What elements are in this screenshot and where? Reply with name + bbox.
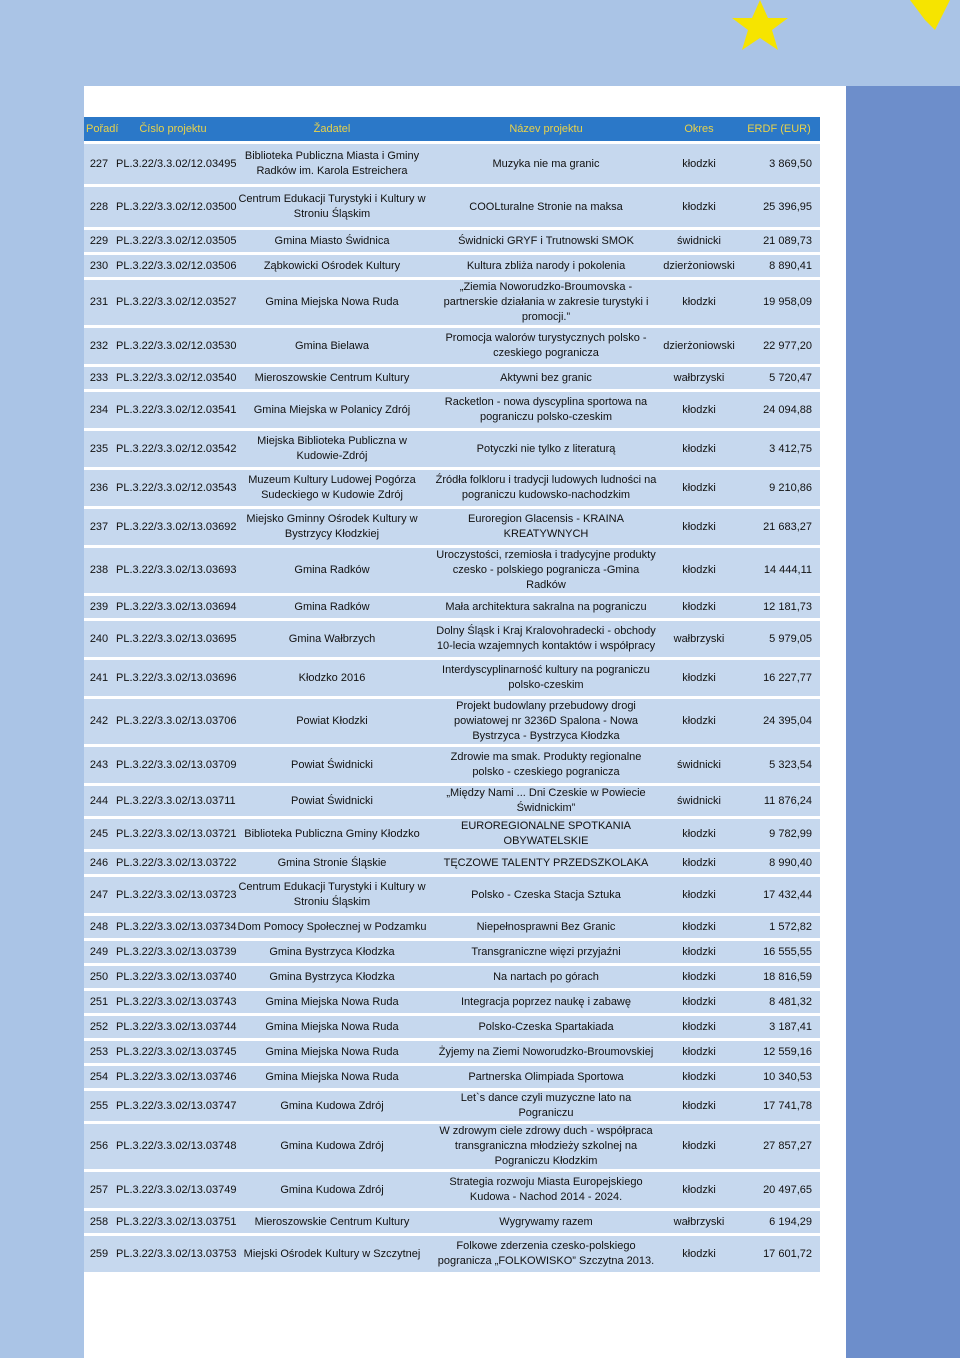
row-number: 245 (89, 827, 109, 840)
project-code: PL.3.22/3.3.02/13.03711 (116, 794, 236, 807)
row-number: 248 (89, 920, 109, 933)
table-row (84, 621, 820, 657)
row-number: 251 (89, 995, 109, 1008)
district: kłodzki (682, 1247, 716, 1260)
project-code: PL.3.22/3.3.02/13.03748 (116, 1140, 237, 1152)
project-code: PL.3.22/3.3.02/13.03694 (116, 600, 237, 613)
project-code: PL.3.22/3.3.02/12.03540 (116, 371, 237, 384)
project-code: PL.3.22/3.3.02/13.03692 (116, 520, 237, 533)
amount: 18 816,59 (763, 970, 812, 983)
project-name: Let`s dance czyli muzyczne lato na Pograniczu (460, 1092, 632, 1119)
amount: 12 181,73 (763, 600, 812, 613)
header-okres: Okres (684, 123, 714, 135)
amount: 25 396,95 (763, 200, 812, 213)
applicant: Gmina Radków (294, 600, 370, 613)
amount: 19 958,09 (763, 296, 812, 308)
table-row (84, 1172, 820, 1208)
district: kłodzki (682, 564, 716, 576)
row-number: 230 (89, 259, 109, 272)
district: kłodzki (682, 157, 716, 170)
row-number: 243 (89, 758, 109, 771)
project-name: COOLturalne Stronie na maksa (469, 200, 623, 213)
project-code: PL.3.22/3.3.02/13.03722 (116, 856, 237, 869)
project-name: Euroregion Glacensis - KRAINA KREATYWNYCH (468, 513, 624, 540)
project-name: Polsko-Czeska Spartakiada (478, 1020, 614, 1033)
header-nazev: Název projektu (509, 123, 583, 135)
project-code: PL.3.22/3.3.02/13.03744 (116, 1020, 237, 1033)
row-number: 246 (89, 856, 109, 869)
table-row (84, 819, 820, 849)
district: wałbrzyski (673, 632, 725, 645)
row-number: 233 (89, 371, 109, 384)
row-number: 242 (89, 715, 109, 727)
applicant: Gmina Miejska Nowa Ruda (265, 1070, 399, 1083)
row-number: 227 (89, 157, 109, 170)
district: kłodzki (682, 920, 716, 933)
project-code: PL.3.22/3.3.02/13.03753 (116, 1247, 237, 1260)
row-number: 238 (89, 564, 109, 576)
table-row (84, 280, 820, 325)
table-row (84, 877, 820, 913)
side-stripe (846, 86, 960, 1358)
table-row (84, 991, 820, 1013)
project-name: Kultura zbliża narody i pokolenia (466, 259, 626, 272)
table-row (84, 255, 820, 277)
project-code: PL.3.22/3.3.02/13.03695 (116, 632, 237, 645)
district: wałbrzyski (673, 371, 725, 384)
row-number: 250 (89, 970, 109, 983)
applicant: Kłodzko 2016 (298, 671, 366, 684)
table-row (84, 144, 820, 184)
header-poradi: Pořadí (86, 123, 119, 135)
project-name: Niepełnosprawni Bez Granic (476, 920, 616, 933)
applicant: Gmina Kudowa Zdrój (280, 1099, 384, 1112)
table-row (84, 509, 820, 545)
project-code: PL.3.22/3.3.02/12.03530 (116, 339, 237, 352)
district: kłodzki (682, 481, 716, 494)
star-icon (732, 0, 788, 50)
project-name: Uroczystości, rzemiosła i tradycyjne produkty czesko - polskiego pogranicza -Gmina Radków (436, 549, 656, 591)
district: kłodzki (682, 1140, 716, 1152)
row-number: 236 (89, 481, 109, 494)
district: świdnicki (676, 234, 721, 247)
project-name: Strategia rozwoju Miasta Europejskiego Kudowa - Nachod 2014 - 2024. (449, 1176, 643, 1203)
table-row (84, 660, 820, 696)
applicant: Gmina Miejska Nowa Ruda (265, 296, 399, 308)
amount: 14 444,11 (763, 564, 812, 576)
project-name: Projekt budowlany przebudowy drogi powiatowej nr 3236D Spalona - Nowa Bystrzyca - Bystrzyca Kłodzka (453, 700, 639, 742)
row-number: 247 (89, 888, 109, 901)
row-number: 240 (89, 632, 109, 645)
applicant: Miejska Biblioteka Publiczna w Kudowie-Zdrój (257, 435, 407, 462)
table-row (84, 596, 820, 618)
project-name: EUROREGIONALNE SPOTKANIA OBYWATELSKIE (461, 820, 631, 847)
district: świdnicki (676, 794, 721, 807)
applicant: Gmina Bystrzyca Kłodzka (269, 945, 395, 958)
district: kłodzki (682, 403, 716, 416)
project-code: PL.3.22/3.3.02/13.03696 (116, 671, 237, 684)
table-row (84, 941, 820, 963)
project-name: Folkowe zderzenia czesko-polskiego pogranicza „FOLKOWISKO” Szczytna 2013. (437, 1240, 655, 1267)
project-code: PL.3.22/3.3.02/12.03500 (116, 200, 237, 213)
district: kłodzki (682, 296, 716, 308)
table-row (84, 548, 820, 593)
applicant: Gmina Miejska w Polanicy Zdrój (253, 403, 411, 416)
project-name: Zdrowie ma smak. Produkty regionalne polsko - czeskiego pogranicza (450, 751, 642, 778)
row-number: 244 (89, 794, 109, 807)
applicant: Gmina Stronie Śląskie (277, 856, 387, 869)
project-name: Potyczki nie tylko z literaturą (476, 442, 616, 455)
amount: 22 977,20 (763, 339, 812, 352)
table-row (84, 747, 820, 783)
table-row (84, 1066, 820, 1088)
project-name: „Między Nami ... Dni Czeskie w Powiecie Świdnickim” (446, 787, 646, 814)
amount: 12 559,16 (763, 1045, 812, 1058)
applicant: Mieroszowskie Centrum Kultury (254, 371, 410, 384)
district: wałbrzyski (673, 1215, 725, 1228)
row-number: 235 (89, 442, 109, 455)
district: kłodzki (682, 600, 716, 613)
project-code: PL.3.22/3.3.02/13.03723 (116, 888, 237, 901)
project-name: Aktywni bez granic (500, 371, 592, 384)
table-header-row (84, 117, 820, 141)
project-name: Wygrywamy razem (499, 1215, 593, 1228)
applicant: Powiat Świdnicki (291, 758, 373, 771)
amount: 5 979,05 (769, 632, 812, 645)
district: kłodzki (682, 200, 716, 213)
row-number: 229 (89, 234, 109, 247)
applicant: Miejski Ośrodek Kultury w Szczytnej (243, 1247, 421, 1260)
table-row (84, 852, 820, 874)
project-code: PL.3.22/3.3.02/13.03746 (116, 1070, 237, 1083)
header-cislo: Číslo projektu (139, 123, 207, 135)
project-name: Promocja walorów turystycznych polsko - czeskiego pogranicza (445, 332, 647, 359)
row-number: 232 (89, 339, 109, 352)
amount: 3 187,41 (769, 1020, 812, 1033)
applicant: Gmina Miejska Nowa Ruda (265, 1045, 399, 1058)
project-code: PL.3.22/3.3.02/13.03747 (116, 1099, 237, 1112)
project-code: PL.3.22/3.3.02/13.03721 (116, 827, 237, 840)
amount: 8 481,32 (769, 995, 812, 1008)
district: kłodzki (682, 671, 716, 684)
table-row (84, 367, 820, 389)
table-row (84, 1211, 820, 1233)
applicant: Gmina Kudowa Zdrój (280, 1140, 384, 1152)
district: dzierżoniowski (663, 259, 735, 272)
district: dzierżoniowski (663, 339, 735, 352)
applicant: Gmina Miejska Nowa Ruda (265, 995, 399, 1008)
amount: 24 395,04 (763, 715, 812, 727)
amount: 5 720,47 (769, 371, 812, 384)
project-name: Dolny Śląsk i Kraj Kralovohradecki - obchody 10-lecia wzajemnych kontaktów i współpracy (436, 625, 656, 652)
table-row (84, 392, 820, 428)
project-code: PL.3.22/3.3.02/13.03706 (116, 715, 237, 727)
star-icon (910, 0, 950, 30)
project-code: PL.3.22/3.3.02/13.03739 (116, 945, 237, 958)
row-number: 249 (89, 945, 109, 958)
project-name: Transgraniczne więzi przyjaźni (471, 945, 621, 958)
row-number: 252 (89, 1020, 109, 1033)
amount: 20 497,65 (763, 1183, 812, 1196)
table-row (84, 1236, 820, 1272)
table-row (84, 1091, 820, 1121)
project-name: Na nartach po górach (493, 970, 599, 983)
table-row (84, 916, 820, 938)
row-number: 254 (89, 1070, 109, 1083)
district: kłodzki (682, 945, 716, 958)
applicant: Dom Pomocy Społecznej w Podzamku (237, 920, 427, 933)
project-code: PL.3.22/3.3.02/12.03495 (116, 157, 237, 170)
applicant: Gmina Kudowa Zdrój (280, 1183, 384, 1196)
project-name: Muzyka nie ma granic (492, 157, 600, 170)
project-name: TĘCZOWE TALENTY PRZEDSZKOLAKA (443, 856, 649, 869)
project-name: Integracja poprzez naukę i zabawę (461, 995, 631, 1008)
applicant: Muzeum Kultury Ludowej Pogórza Sudeckiego w Kudowie Zdrój (248, 474, 416, 501)
table-row (84, 431, 820, 467)
district: kłodzki (682, 1183, 716, 1196)
amount: 16 227,77 (763, 671, 812, 684)
amount: 9 210,86 (769, 481, 812, 494)
district: kłodzki (682, 970, 716, 983)
applicant: Gmina Bystrzyca Kłodzka (269, 970, 395, 983)
table-row (84, 230, 820, 252)
district: kłodzki (682, 856, 716, 869)
project-name: Polsko - Czeska Stacja Sztuka (471, 888, 621, 901)
amount: 24 094,88 (763, 403, 812, 416)
applicant: Gmina Radków (294, 564, 370, 576)
district: kłodzki (682, 1099, 716, 1112)
project-code: PL.3.22/3.3.02/13.03709 (116, 758, 237, 771)
table-body (84, 144, 820, 1272)
row-number: 228 (89, 200, 109, 213)
applicant: Biblioteka Publiczna Miasta i Gminy Radków im. Karola Estreichera (244, 150, 420, 177)
amount: 17 741,78 (763, 1099, 812, 1112)
project-code: PL.3.22/3.3.02/13.03734 (116, 920, 237, 933)
row-number: 257 (89, 1183, 109, 1196)
amount: 6 194,29 (769, 1215, 812, 1228)
table-row (84, 699, 820, 744)
district: kłodzki (682, 442, 716, 455)
district: świdnicki (676, 758, 721, 771)
applicant: Mieroszowskie Centrum Kultury (254, 1215, 410, 1228)
district: kłodzki (682, 827, 716, 840)
amount: 27 857,27 (763, 1140, 812, 1152)
project-name: Racketlon - nowa dyscyplina sportowa na pograniczu polsko-czeskim (444, 396, 648, 423)
project-code: PL.3.22/3.3.02/13.03751 (116, 1215, 237, 1228)
amount: 3 412,75 (769, 442, 812, 455)
project-code: PL.3.22/3.3.02/12.03527 (116, 296, 237, 308)
amount: 1 572,82 (769, 920, 812, 933)
project-code: PL.3.22/3.3.02/13.03745 (116, 1045, 237, 1058)
row-number: 259 (89, 1247, 109, 1260)
table-row (84, 187, 820, 227)
project-name: Świdnicki GRYF i Trutnowski SMOK (458, 234, 634, 247)
district: kłodzki (682, 1045, 716, 1058)
project-name: Interdyscyplinarność kultury na pograniczu polsko-czeskim (442, 664, 650, 691)
project-name: Mała architektura sakralna na pograniczu (445, 600, 647, 613)
amount: 16 555,55 (763, 945, 812, 958)
row-number: 253 (89, 1045, 109, 1058)
amount: 3 869,50 (769, 157, 812, 170)
applicant: Biblioteka Publiczna Gminy Kłodzko (244, 827, 420, 840)
project-name: Źródła folkloru i tradycji ludowych ludności na pograniczu kudowsko-nachodzkim (435, 474, 657, 501)
applicant: Miejsko Gminny Ośrodek Kultury w Bystrzycy Kłodzkiej (246, 513, 418, 540)
page-number: 19 (813, 1290, 843, 1320)
table-row (84, 1124, 820, 1169)
row-number: 258 (89, 1215, 109, 1228)
row-number: 255 (89, 1099, 109, 1112)
table-row (84, 328, 820, 364)
amount: 21 683,27 (763, 520, 812, 533)
project-code: PL.3.22/3.3.02/13.03749 (116, 1183, 237, 1196)
table-row (84, 786, 820, 816)
table-row (84, 1016, 820, 1038)
district: kłodzki (682, 1020, 716, 1033)
table-row (84, 470, 820, 506)
applicant: Centrum Edukacji Turystyki i Kultury w Stroniu Śląskim (238, 881, 426, 908)
header-zadatel: Žadatel (313, 123, 351, 135)
amount: 8 890,41 (769, 259, 812, 272)
district: kłodzki (682, 995, 716, 1008)
applicant: Gmina Wałbrzych (288, 632, 376, 645)
applicant: Gmina Bielawa (295, 339, 369, 352)
project-code: PL.3.22/3.3.02/12.03506 (116, 259, 237, 272)
amount: 10 340,53 (763, 1070, 812, 1083)
project-name: W zdrowym ciele zdrowy duch - współpraca transgraniczna młodzieży szkolnej na Pograniczu Kłodzkim (439, 1125, 653, 1167)
table-row (84, 966, 820, 988)
project-name: „Ziemia Noworudzko-Broumovska - partnerskie działania w zakresie turystyki i promocji.” (443, 281, 649, 323)
row-number: 256 (89, 1140, 109, 1152)
row-number: 234 (89, 403, 109, 416)
applicant: Gmina Miejska Nowa Ruda (265, 1020, 399, 1033)
amount: 21 089,73 (763, 234, 812, 247)
project-code: PL.3.22/3.3.02/12.03543 (116, 481, 237, 494)
project-name: Żyjemy na Ziemi Noworudzko-Broumovskiej (438, 1045, 654, 1058)
district: kłodzki (682, 715, 716, 727)
amount: 8 990,40 (769, 856, 812, 869)
header-erdf: ERDF (EUR) (747, 123, 811, 135)
project-code: PL.3.22/3.3.02/13.03743 (116, 995, 237, 1008)
grants-table (84, 114, 820, 1275)
project-code: PL.3.22/3.3.02/12.03542 (116, 442, 237, 455)
district: kłodzki (682, 1070, 716, 1083)
amount: 5 323,54 (769, 758, 812, 771)
row-number: 237 (89, 520, 109, 533)
applicant: Centrum Edukacji Turystyki i Kultury w Stroniu Śląskim (238, 193, 426, 220)
table-row (84, 1041, 820, 1063)
applicant: Powiat Kłodzki (296, 715, 368, 727)
project-name: Partnerska Olimpiada Sportowa (468, 1070, 624, 1083)
amount: 17 432,44 (763, 888, 812, 901)
row-number: 231 (89, 296, 109, 308)
row-number: 239 (89, 600, 109, 613)
applicant: Gmina Miasto Świdnica (274, 234, 390, 247)
applicant: Ząbkowicki Ośrodek Kultury (263, 259, 401, 272)
project-code: PL.3.22/3.3.02/13.03740 (116, 970, 237, 983)
amount: 17 601,72 (763, 1247, 812, 1260)
amount: 11 876,24 (763, 794, 812, 807)
project-code: PL.3.22/3.3.02/12.03541 (116, 403, 237, 416)
row-number: 241 (89, 671, 109, 684)
project-code: PL.3.22/3.3.02/12.03505 (116, 234, 237, 247)
district: kłodzki (682, 520, 716, 533)
district: kłodzki (682, 888, 716, 901)
project-code: PL.3.22/3.3.02/13.03693 (116, 564, 237, 576)
amount: 9 782,99 (769, 827, 812, 840)
applicant: Powiat Świdnicki (291, 794, 373, 807)
